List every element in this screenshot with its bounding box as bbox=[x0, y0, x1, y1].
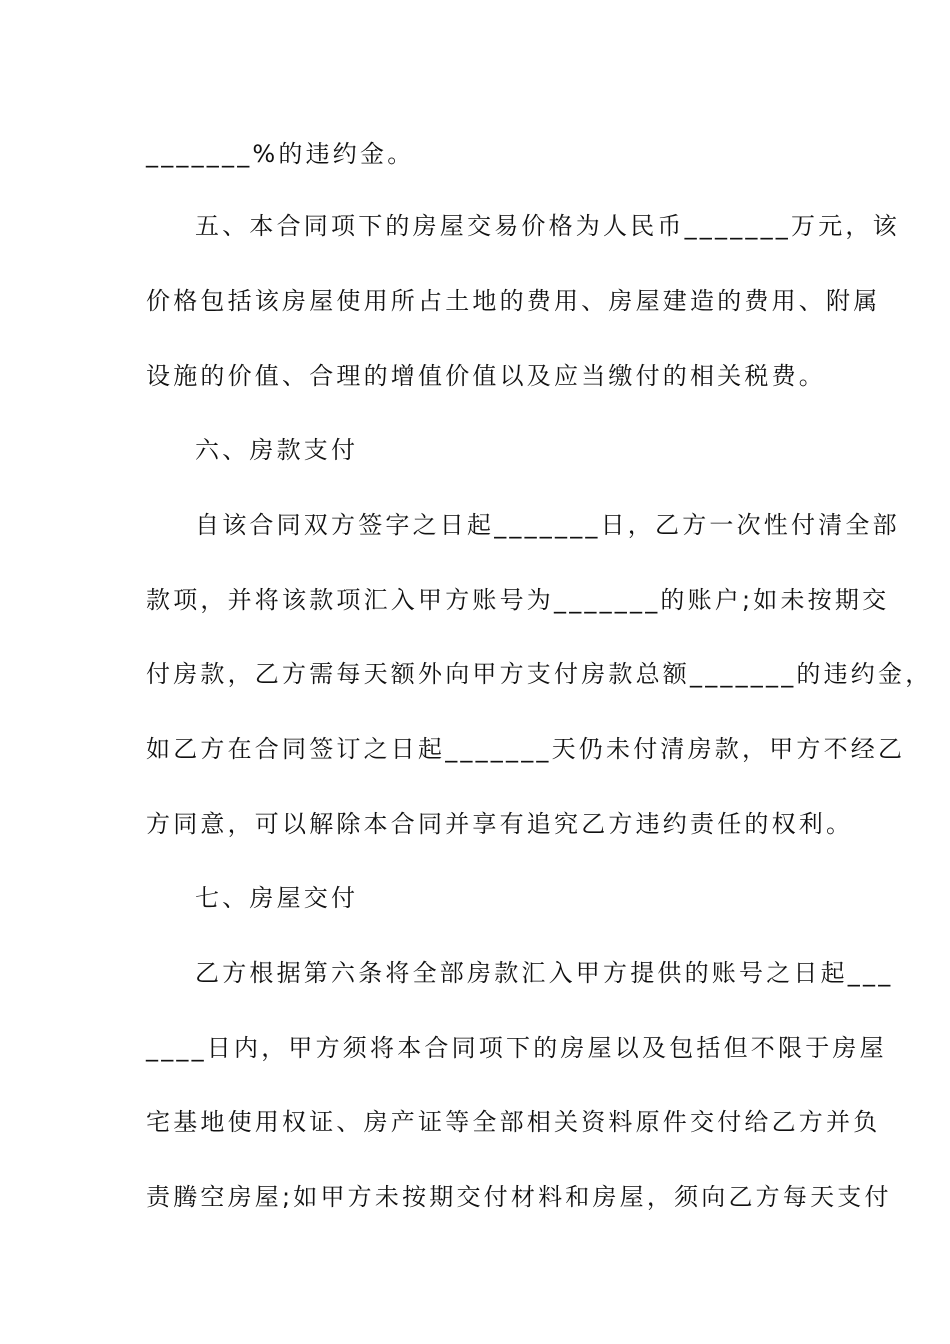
section-heading-7: 七、房屋交付 bbox=[195, 884, 359, 912]
text-line: 款项，并将该款项汇入甲方账号为_______的账户;如未按期交 bbox=[146, 586, 890, 614]
clause-6-text: 自该合同双方签字之日起_______日，乙方一次性付清全部 bbox=[195, 511, 900, 539]
section-heading-6: 六、房款支付 bbox=[195, 436, 359, 464]
clause-5-text: 五、本合同项下的房屋交易价格为人民币_______万元，该 bbox=[195, 212, 900, 240]
text-line: 方同意，可以解除本合同并享有追究乙方违约责任的权利。 bbox=[146, 810, 854, 838]
text-line: 付房款，乙方需每天额外向甲方支付房款总额_______的违约金， bbox=[146, 660, 933, 688]
clause-7-text: 乙方根据第六条将全部房款汇入甲方提供的账号之日起___ bbox=[195, 959, 894, 987]
text-line: 如乙方在合同签订之日起_______天仍未付清房款，甲方不经乙 bbox=[146, 735, 906, 763]
text-line: ____日内，甲方须将本合同项下的房屋以及包括但不限于房屋 bbox=[146, 1034, 887, 1062]
text-line: 设施的价值、合理的增值价值以及应当缴付的相关税费。 bbox=[146, 362, 826, 390]
text-line: 责腾空房屋;如甲方未按期交付材料和房屋，须向乙方每天支付 bbox=[146, 1183, 892, 1211]
text-line: _______%的违约金。 bbox=[146, 140, 415, 168]
text-line: 宅基地使用权证、房产证等全部相关资料原件交付给乙方并负 bbox=[146, 1108, 881, 1136]
text-line: 价格包括该房屋使用所占土地的费用、房屋建造的费用、附属 bbox=[146, 287, 881, 315]
